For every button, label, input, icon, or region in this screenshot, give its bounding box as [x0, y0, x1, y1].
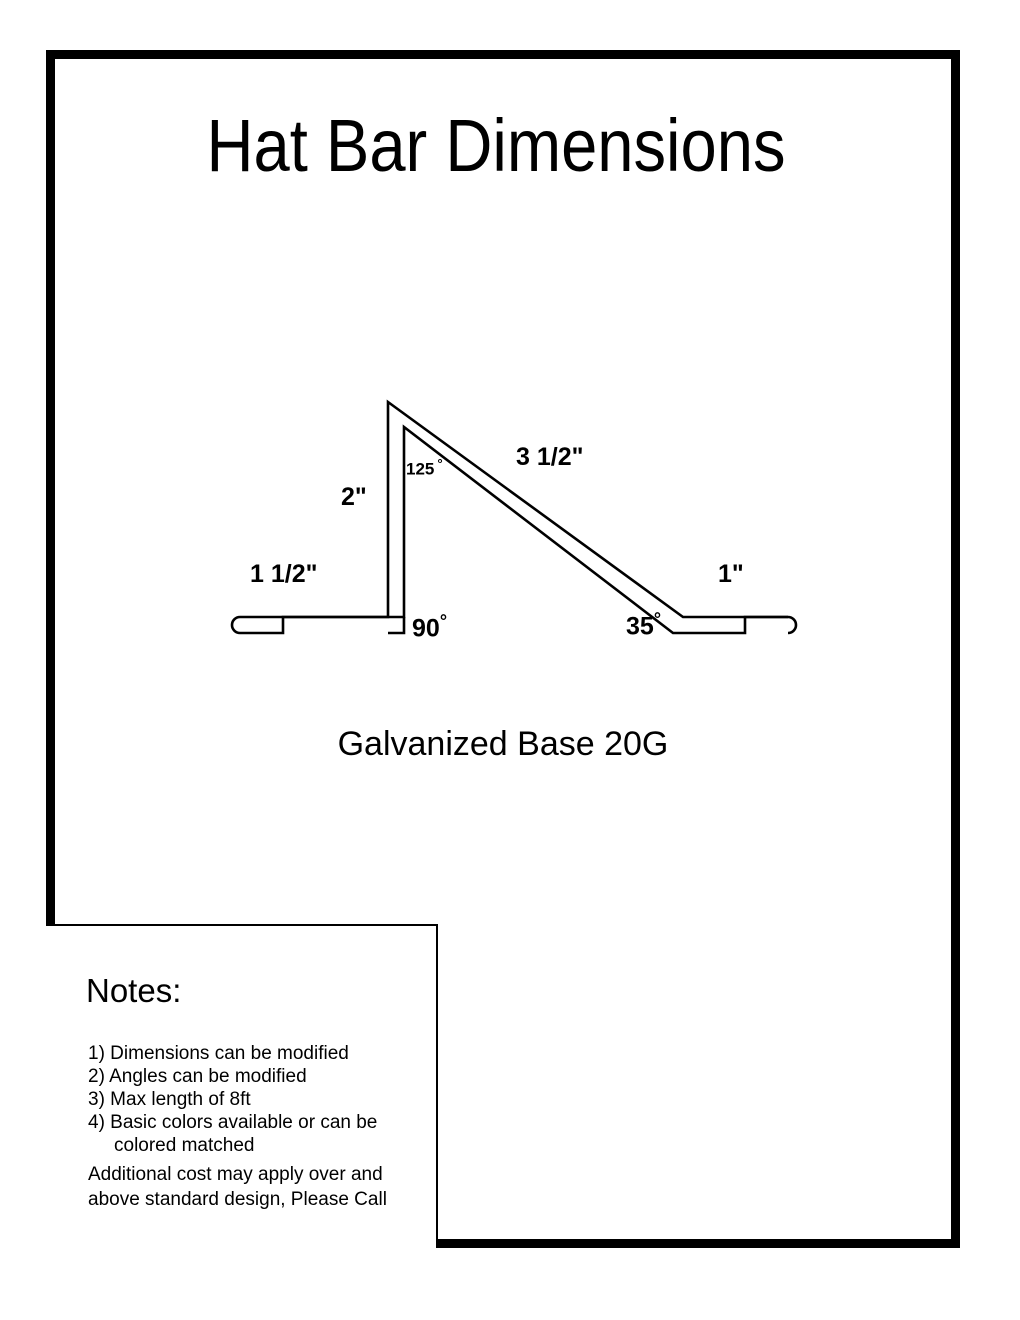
notes-footer-line: above standard design, Please Call	[88, 1189, 387, 1210]
note-item: 2) Angles can be modified	[88, 1066, 307, 1087]
angle-label-base-right	[626, 610, 661, 640]
notes-footer	[88, 1162, 438, 1212]
degree-symbol-base-right: °	[653, 609, 662, 629]
notes-heading: Notes:	[86, 972, 182, 1009]
notes-box	[46, 924, 438, 1248]
material-caption: Galvanized Base 20G	[337, 725, 669, 763]
dimension-label-right-flange: 1"	[718, 560, 744, 588]
degree-symbol-apex: °	[437, 456, 443, 471]
angle-label-base-left	[412, 612, 447, 642]
note-item: 4) Basic colors available or can be	[88, 1112, 378, 1133]
angle-value-base-left: 90	[412, 614, 440, 643]
dimension-label-vertical-leg: 2"	[341, 483, 367, 511]
notes-footer-line: Additional cost may apply over and	[88, 1164, 383, 1185]
note-item-continuation: colored matched	[114, 1135, 255, 1156]
angle-label-apex	[406, 457, 443, 479]
note-item: 3) Max length of 8ft	[88, 1089, 251, 1110]
dimension-label-diagonal: 3 1/2"	[516, 443, 584, 471]
angle-value-base-right: 35	[626, 612, 654, 641]
note-item: 1) Dimensions can be modified	[88, 1043, 349, 1064]
notes-list	[88, 1042, 428, 1157]
page-title: Hat Bar Dimensions	[206, 104, 786, 187]
degree-symbol-base-left: °	[439, 611, 448, 631]
angle-value-apex: 125	[406, 459, 435, 479]
dimension-label-left-flange: 1 1/2"	[250, 560, 318, 588]
